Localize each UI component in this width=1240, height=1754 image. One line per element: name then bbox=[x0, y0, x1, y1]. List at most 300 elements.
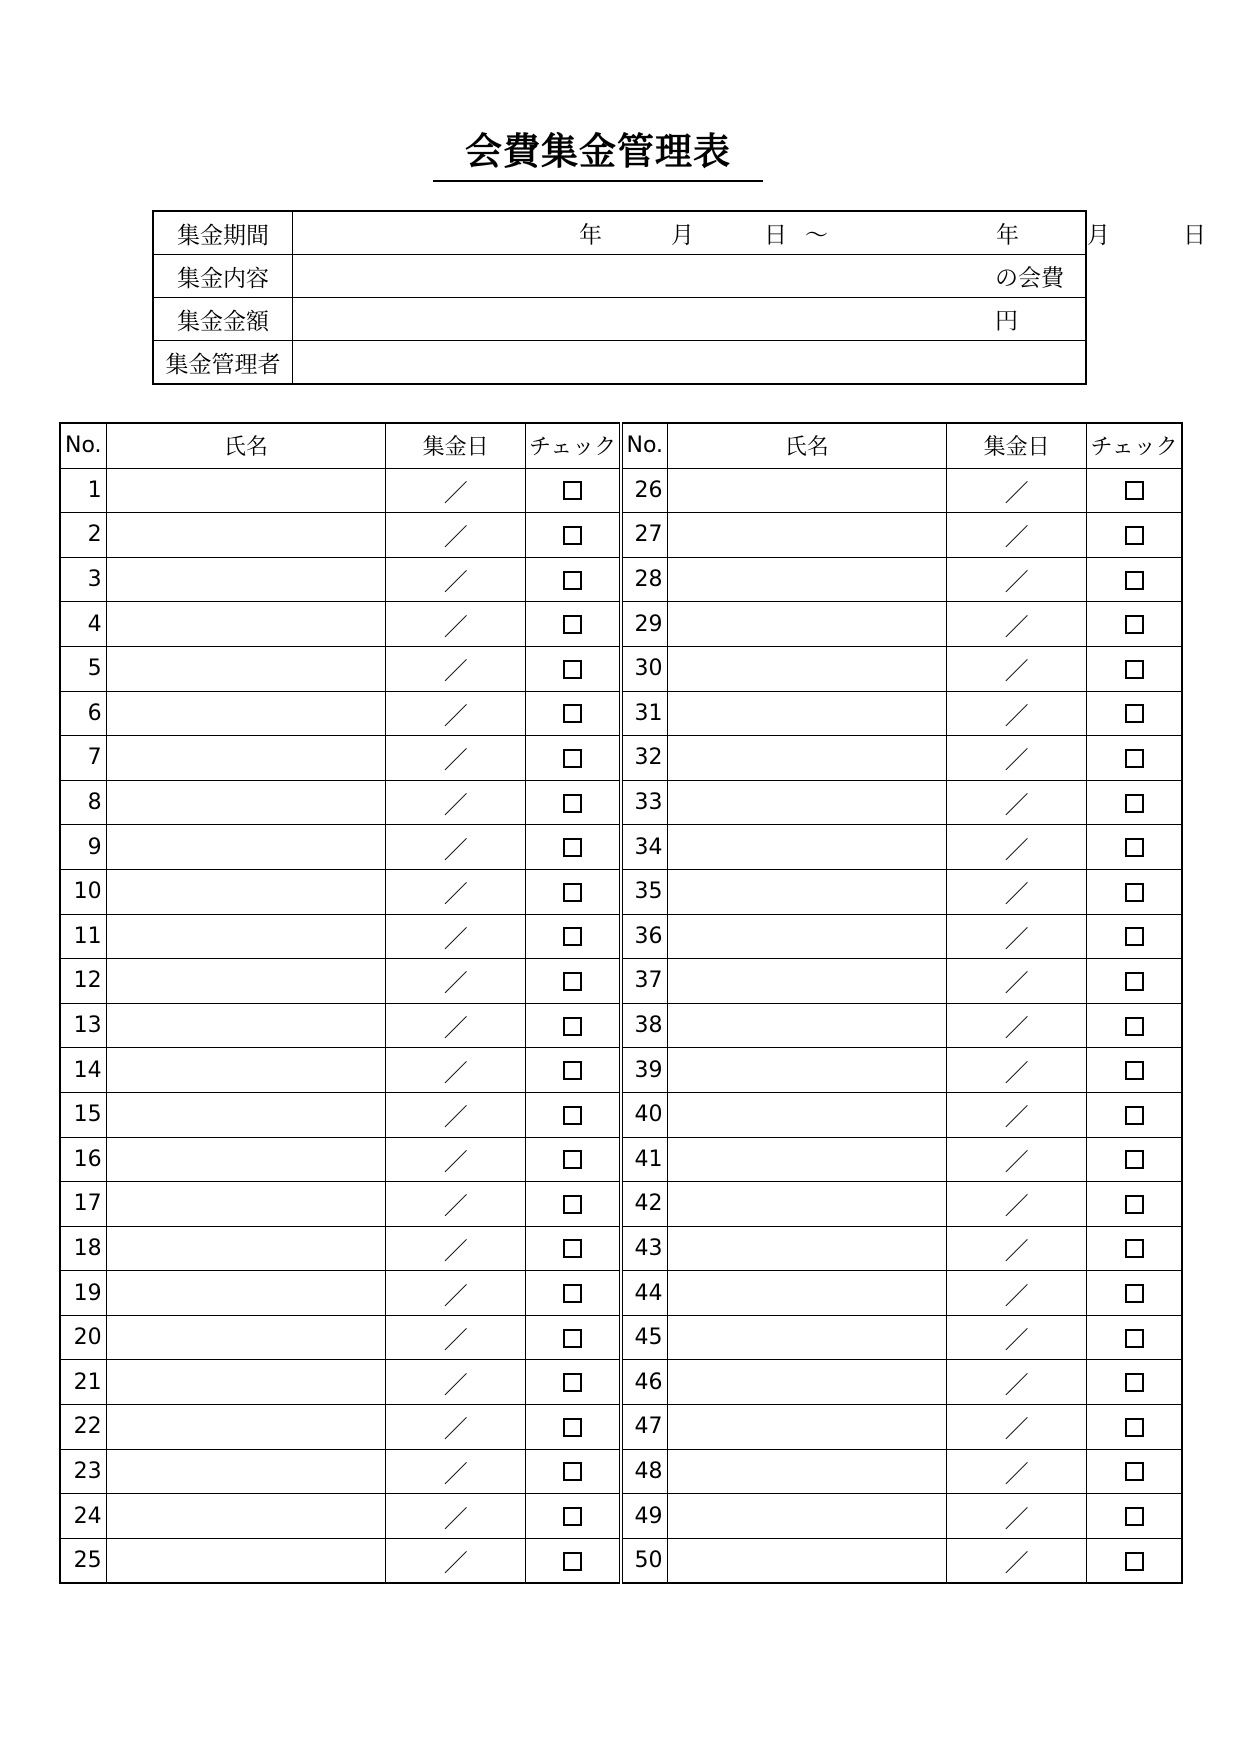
date-cell[interactable] bbox=[947, 557, 1087, 602]
date-slash: ／ bbox=[443, 1147, 468, 1176]
table-row bbox=[60, 1048, 1182, 1093]
name-cell[interactable] bbox=[667, 825, 946, 870]
date-cell[interactable] bbox=[386, 1271, 526, 1316]
date-slash: ／ bbox=[1004, 746, 1029, 775]
name-cell[interactable] bbox=[667, 1137, 946, 1182]
name-cell[interactable] bbox=[667, 1182, 946, 1227]
name-cell[interactable] bbox=[106, 602, 385, 647]
row-number: 22 bbox=[60, 1405, 106, 1450]
name-cell[interactable] bbox=[667, 1494, 946, 1539]
checkbox[interactable] bbox=[1125, 1418, 1144, 1437]
page-title: 会費集金管理表 bbox=[465, 130, 731, 173]
date-cell[interactable] bbox=[947, 780, 1087, 825]
checkbox[interactable] bbox=[1125, 972, 1144, 991]
date-cell[interactable] bbox=[947, 1182, 1087, 1227]
name-cell[interactable] bbox=[667, 1092, 946, 1137]
header-date-right: 集金日 bbox=[947, 423, 1087, 468]
date-cell[interactable] bbox=[386, 557, 526, 602]
date-cell[interactable] bbox=[947, 959, 1087, 1004]
checkbox[interactable] bbox=[563, 927, 582, 946]
table-row bbox=[60, 646, 1182, 691]
checkbox[interactable] bbox=[563, 838, 582, 857]
name-cell[interactable] bbox=[667, 1405, 946, 1450]
check-cell bbox=[526, 1137, 621, 1182]
name-cell[interactable] bbox=[667, 1315, 946, 1360]
date-slash: ／ bbox=[443, 701, 468, 730]
date-cell[interactable] bbox=[947, 825, 1087, 870]
row-number: 10 bbox=[60, 869, 106, 914]
name-cell[interactable] bbox=[667, 780, 946, 825]
name-cell[interactable] bbox=[667, 1226, 946, 1271]
checkbox[interactable] bbox=[1125, 1106, 1144, 1125]
row-number: 47 bbox=[621, 1405, 667, 1450]
start-month-unit: 月 bbox=[671, 222, 694, 249]
header-check-right: チェック bbox=[1087, 423, 1182, 468]
date-slash: ／ bbox=[1004, 1192, 1029, 1221]
name-cell[interactable] bbox=[667, 1048, 946, 1093]
checkbox[interactable] bbox=[1125, 660, 1144, 679]
date-slash: ／ bbox=[443, 1192, 468, 1221]
name-cell[interactable] bbox=[667, 691, 946, 736]
date-cell[interactable] bbox=[386, 959, 526, 1004]
name-cell[interactable] bbox=[106, 780, 385, 825]
date-cell[interactable] bbox=[386, 736, 526, 781]
date-cell[interactable] bbox=[947, 1092, 1087, 1137]
date-cell[interactable] bbox=[386, 1538, 526, 1583]
name-cell[interactable] bbox=[106, 1538, 385, 1583]
check-cell bbox=[526, 1226, 621, 1271]
name-cell[interactable] bbox=[106, 1271, 385, 1316]
name-cell[interactable] bbox=[106, 557, 385, 602]
check-cell bbox=[526, 646, 621, 691]
check-cell bbox=[526, 513, 621, 558]
check-cell bbox=[526, 1315, 621, 1360]
date-cell[interactable] bbox=[386, 1405, 526, 1450]
amount-label: 集金金額 bbox=[153, 298, 293, 341]
date-slash: ／ bbox=[1004, 701, 1029, 730]
checkbox[interactable] bbox=[1125, 1462, 1144, 1481]
checkbox[interactable] bbox=[563, 481, 582, 500]
table-row bbox=[60, 1449, 1182, 1494]
content-row bbox=[153, 255, 1086, 298]
table-row bbox=[60, 1538, 1182, 1583]
date-cell[interactable] bbox=[947, 1048, 1087, 1093]
table-row bbox=[60, 869, 1182, 914]
row-number: 14 bbox=[60, 1048, 106, 1093]
check-cell bbox=[1087, 869, 1182, 914]
date-cell[interactable] bbox=[386, 1494, 526, 1539]
row-number: 33 bbox=[621, 780, 667, 825]
table-row bbox=[60, 825, 1182, 870]
check-cell bbox=[526, 1405, 621, 1450]
date-slash: ／ bbox=[1004, 478, 1029, 507]
date-cell[interactable] bbox=[947, 646, 1087, 691]
checkbox[interactable] bbox=[563, 526, 582, 545]
name-cell[interactable] bbox=[106, 959, 385, 1004]
name-cell[interactable] bbox=[667, 1449, 946, 1494]
row-number: 3 bbox=[60, 557, 106, 602]
row-number: 34 bbox=[621, 825, 667, 870]
checkbox[interactable] bbox=[1125, 1373, 1144, 1392]
row-number: 29 bbox=[621, 602, 667, 647]
checkbox[interactable] bbox=[563, 1552, 582, 1571]
period-row bbox=[153, 211, 1086, 255]
date-cell[interactable] bbox=[386, 691, 526, 736]
checkbox[interactable] bbox=[1125, 571, 1144, 590]
date-slash: ／ bbox=[443, 746, 468, 775]
date-slash: ／ bbox=[443, 568, 468, 597]
check-cell bbox=[526, 959, 621, 1004]
checkbox[interactable] bbox=[1125, 526, 1144, 545]
table-row bbox=[60, 1137, 1182, 1182]
check-cell bbox=[1087, 780, 1182, 825]
checkbox[interactable] bbox=[1125, 1195, 1144, 1214]
table-row bbox=[60, 1003, 1182, 1048]
date-cell[interactable] bbox=[947, 1137, 1087, 1182]
checkbox[interactable] bbox=[563, 1017, 582, 1036]
table-row bbox=[60, 1405, 1182, 1450]
check-cell bbox=[526, 1182, 621, 1227]
date-cell[interactable] bbox=[386, 1137, 526, 1182]
name-cell[interactable] bbox=[106, 1494, 385, 1539]
date-slash: ／ bbox=[443, 1370, 468, 1399]
row-number: 5 bbox=[60, 646, 106, 691]
checkbox[interactable] bbox=[563, 1418, 582, 1437]
row-number: 9 bbox=[60, 825, 106, 870]
date-slash: ／ bbox=[1004, 1504, 1029, 1533]
check-cell bbox=[1087, 1449, 1182, 1494]
name-cell[interactable] bbox=[667, 736, 946, 781]
checkbox[interactable] bbox=[563, 1150, 582, 1169]
date-cell[interactable] bbox=[947, 914, 1087, 959]
row-number: 18 bbox=[60, 1226, 106, 1271]
checkbox[interactable] bbox=[1125, 927, 1144, 946]
date-slash: ／ bbox=[1004, 1370, 1029, 1399]
name-cell[interactable] bbox=[667, 1538, 946, 1583]
date-cell[interactable] bbox=[947, 1449, 1087, 1494]
title-underline bbox=[433, 180, 763, 182]
name-cell[interactable] bbox=[106, 1405, 385, 1450]
checkbox[interactable] bbox=[1125, 1061, 1144, 1080]
row-number: 40 bbox=[621, 1092, 667, 1137]
checkbox[interactable] bbox=[1125, 1329, 1144, 1348]
checkbox[interactable] bbox=[1125, 1284, 1144, 1303]
start-year-unit: 年 bbox=[579, 222, 602, 249]
date-slash: ／ bbox=[1004, 1014, 1029, 1043]
name-cell[interactable] bbox=[667, 468, 946, 513]
checkbox[interactable] bbox=[563, 660, 582, 679]
header-name-left: 氏名 bbox=[106, 423, 385, 468]
check-cell bbox=[1087, 1003, 1182, 1048]
period-separator: ～ bbox=[805, 222, 828, 249]
table-row bbox=[60, 736, 1182, 781]
date-slash: ／ bbox=[443, 1459, 468, 1488]
table-row bbox=[60, 1271, 1182, 1316]
date-cell[interactable] bbox=[947, 1226, 1087, 1271]
date-cell[interactable] bbox=[386, 780, 526, 825]
check-cell bbox=[1087, 1182, 1182, 1227]
name-cell[interactable] bbox=[106, 736, 385, 781]
date-cell[interactable] bbox=[386, 1182, 526, 1227]
check-cell bbox=[1087, 914, 1182, 959]
period-value[interactable] bbox=[293, 211, 1206, 255]
date-cell[interactable] bbox=[386, 1226, 526, 1271]
date-cell[interactable] bbox=[386, 468, 526, 513]
check-cell bbox=[526, 780, 621, 825]
checkbox[interactable] bbox=[1125, 838, 1144, 857]
name-cell[interactable] bbox=[667, 1271, 946, 1316]
date-cell[interactable] bbox=[947, 736, 1087, 781]
name-cell[interactable] bbox=[106, 1226, 385, 1271]
amount-suffix: 円 bbox=[995, 308, 1018, 335]
date-slash: ／ bbox=[1004, 835, 1029, 864]
name-cell[interactable] bbox=[667, 914, 946, 959]
check-cell bbox=[1087, 691, 1182, 736]
checkbox[interactable] bbox=[563, 1373, 582, 1392]
date-cell[interactable] bbox=[947, 691, 1087, 736]
name-cell[interactable] bbox=[106, 1182, 385, 1227]
date-cell[interactable] bbox=[386, 914, 526, 959]
row-number: 49 bbox=[621, 1494, 667, 1539]
row-number: 36 bbox=[621, 914, 667, 959]
checkbox[interactable] bbox=[563, 1061, 582, 1080]
name-cell[interactable] bbox=[106, 1137, 385, 1182]
check-cell bbox=[526, 1003, 621, 1048]
check-cell bbox=[1087, 1048, 1182, 1093]
check-cell bbox=[1087, 1494, 1182, 1539]
check-cell bbox=[526, 557, 621, 602]
date-slash: ／ bbox=[1004, 612, 1029, 641]
date-cell[interactable] bbox=[947, 468, 1087, 513]
amount-value[interactable] bbox=[293, 298, 1087, 341]
date-slash: ／ bbox=[1004, 568, 1029, 597]
name-cell[interactable] bbox=[667, 602, 946, 647]
check-cell bbox=[526, 1360, 621, 1405]
row-number: 50 bbox=[621, 1538, 667, 1583]
date-slash: ／ bbox=[443, 835, 468, 864]
check-cell bbox=[526, 1048, 621, 1093]
date-cell[interactable] bbox=[947, 513, 1087, 558]
checkbox[interactable] bbox=[563, 1106, 582, 1125]
row-number: 43 bbox=[621, 1226, 667, 1271]
date-slash: ／ bbox=[443, 791, 468, 820]
checkbox[interactable] bbox=[563, 749, 582, 768]
name-cell[interactable] bbox=[106, 1315, 385, 1360]
checkbox[interactable] bbox=[1125, 615, 1144, 634]
checkbox[interactable] bbox=[563, 1284, 582, 1303]
row-number: 32 bbox=[621, 736, 667, 781]
checkbox[interactable] bbox=[1125, 1552, 1144, 1571]
check-cell bbox=[526, 1092, 621, 1137]
checkbox[interactable] bbox=[563, 615, 582, 634]
date-cell[interactable] bbox=[947, 602, 1087, 647]
checkbox[interactable] bbox=[563, 1507, 582, 1526]
check-cell bbox=[1087, 1315, 1182, 1360]
row-number: 4 bbox=[60, 602, 106, 647]
row-number: 41 bbox=[621, 1137, 667, 1182]
row-number: 17 bbox=[60, 1182, 106, 1227]
name-cell[interactable] bbox=[667, 869, 946, 914]
period-label: 集金期間 bbox=[153, 211, 293, 255]
content-suffix: の会費 bbox=[995, 265, 1064, 292]
name-cell[interactable] bbox=[667, 557, 946, 602]
checkbox[interactable] bbox=[1125, 1239, 1144, 1258]
table-row bbox=[60, 959, 1182, 1004]
date-cell[interactable] bbox=[947, 1494, 1087, 1539]
date-cell[interactable] bbox=[947, 1538, 1087, 1583]
info-table bbox=[152, 210, 1206, 385]
checkbox[interactable] bbox=[1125, 794, 1144, 813]
row-number: 15 bbox=[60, 1092, 106, 1137]
checkbox[interactable] bbox=[563, 571, 582, 590]
name-cell[interactable] bbox=[106, 1003, 385, 1048]
date-cell[interactable] bbox=[386, 513, 526, 558]
roster-header-row bbox=[60, 423, 1182, 468]
checkbox[interactable] bbox=[1125, 1150, 1144, 1169]
checkbox[interactable] bbox=[563, 794, 582, 813]
name-cell[interactable] bbox=[667, 1360, 946, 1405]
check-cell bbox=[1087, 557, 1182, 602]
check-cell bbox=[526, 736, 621, 781]
name-cell[interactable] bbox=[667, 959, 946, 1004]
row-number: 42 bbox=[621, 1182, 667, 1227]
row-number: 46 bbox=[621, 1360, 667, 1405]
header-name-right: 氏名 bbox=[667, 423, 946, 468]
name-cell[interactable] bbox=[106, 869, 385, 914]
date-slash: ／ bbox=[1004, 969, 1029, 998]
header-no-right: No. bbox=[621, 423, 667, 468]
name-cell[interactable] bbox=[106, 1092, 385, 1137]
checkbox[interactable] bbox=[1125, 883, 1144, 902]
checkbox[interactable] bbox=[563, 1462, 582, 1481]
date-slash: ／ bbox=[443, 1103, 468, 1132]
row-number: 25 bbox=[60, 1538, 106, 1583]
date-cell[interactable] bbox=[386, 602, 526, 647]
date-cell[interactable] bbox=[386, 646, 526, 691]
date-cell[interactable] bbox=[386, 1003, 526, 1048]
date-cell[interactable] bbox=[386, 869, 526, 914]
check-cell bbox=[1087, 646, 1182, 691]
check-cell bbox=[1087, 1360, 1182, 1405]
check-cell bbox=[526, 1538, 621, 1583]
checkbox[interactable] bbox=[563, 704, 582, 723]
row-number: 48 bbox=[621, 1449, 667, 1494]
table-row bbox=[60, 602, 1182, 647]
date-slash: ／ bbox=[1004, 924, 1029, 953]
name-cell[interactable] bbox=[106, 1048, 385, 1093]
checkbox[interactable] bbox=[1125, 1507, 1144, 1526]
name-cell[interactable] bbox=[667, 513, 946, 558]
checkbox[interactable] bbox=[563, 1195, 582, 1214]
end-day-unit: 日 bbox=[1183, 222, 1206, 249]
date-slash: ／ bbox=[443, 1415, 468, 1444]
row-number: 39 bbox=[621, 1048, 667, 1093]
name-cell[interactable] bbox=[106, 468, 385, 513]
check-cell bbox=[1087, 825, 1182, 870]
date-slash: ／ bbox=[443, 969, 468, 998]
checkbox[interactable] bbox=[1125, 749, 1144, 768]
check-cell bbox=[1087, 1137, 1182, 1182]
roster-table bbox=[59, 422, 1183, 1584]
date-cell[interactable] bbox=[947, 1405, 1087, 1450]
row-number: 2 bbox=[60, 513, 106, 558]
row-number: 28 bbox=[621, 557, 667, 602]
check-cell bbox=[1087, 1271, 1182, 1316]
name-cell[interactable] bbox=[106, 513, 385, 558]
date-slash: ／ bbox=[1004, 1281, 1029, 1310]
name-cell[interactable] bbox=[106, 914, 385, 959]
row-number: 8 bbox=[60, 780, 106, 825]
date-cell[interactable] bbox=[386, 1449, 526, 1494]
row-number: 12 bbox=[60, 959, 106, 1004]
date-slash: ／ bbox=[443, 880, 468, 909]
name-cell[interactable] bbox=[667, 1003, 946, 1048]
name-cell[interactable] bbox=[667, 646, 946, 691]
check-cell bbox=[1087, 1092, 1182, 1137]
date-slash: ／ bbox=[443, 1236, 468, 1265]
check-cell bbox=[1087, 959, 1182, 1004]
date-cell[interactable] bbox=[947, 1315, 1087, 1360]
name-cell[interactable] bbox=[106, 646, 385, 691]
checkbox[interactable] bbox=[563, 883, 582, 902]
manager-value[interactable] bbox=[293, 341, 1087, 385]
row-number: 20 bbox=[60, 1315, 106, 1360]
checkbox[interactable] bbox=[1125, 1017, 1144, 1036]
table-row bbox=[60, 691, 1182, 736]
name-cell[interactable] bbox=[106, 1449, 385, 1494]
check-cell bbox=[526, 691, 621, 736]
date-cell[interactable] bbox=[386, 1360, 526, 1405]
checkbox[interactable] bbox=[563, 1329, 582, 1348]
date-slash: ／ bbox=[443, 1014, 468, 1043]
row-number: 21 bbox=[60, 1360, 106, 1405]
date-cell[interactable] bbox=[386, 1315, 526, 1360]
date-cell[interactable] bbox=[386, 825, 526, 870]
checkbox[interactable] bbox=[563, 972, 582, 991]
date-slash: ／ bbox=[1004, 1326, 1029, 1355]
date-slash: ／ bbox=[1004, 523, 1029, 552]
content-value[interactable] bbox=[293, 255, 1087, 298]
date-cell[interactable] bbox=[947, 869, 1087, 914]
row-number: 16 bbox=[60, 1137, 106, 1182]
row-number: 1 bbox=[60, 468, 106, 513]
date-cell[interactable] bbox=[386, 1048, 526, 1093]
content-label: 集金内容 bbox=[153, 255, 293, 298]
row-number: 23 bbox=[60, 1449, 106, 1494]
check-cell bbox=[1087, 602, 1182, 647]
row-number: 6 bbox=[60, 691, 106, 736]
row-number: 44 bbox=[621, 1271, 667, 1316]
checkbox[interactable] bbox=[563, 1239, 582, 1258]
date-cell[interactable] bbox=[947, 1271, 1087, 1316]
date-cell[interactable] bbox=[947, 1003, 1087, 1048]
end-year-unit: 年 bbox=[996, 222, 1019, 249]
table-row bbox=[60, 468, 1182, 513]
date-slash: ／ bbox=[443, 924, 468, 953]
check-cell bbox=[526, 914, 621, 959]
check-cell bbox=[526, 869, 621, 914]
name-cell[interactable] bbox=[106, 825, 385, 870]
check-cell bbox=[526, 1494, 621, 1539]
name-cell[interactable] bbox=[106, 691, 385, 736]
table-row bbox=[60, 780, 1182, 825]
check-cell bbox=[1087, 1538, 1182, 1583]
checkbox[interactable] bbox=[1125, 704, 1144, 723]
checkbox[interactable] bbox=[1125, 481, 1144, 500]
date-cell[interactable] bbox=[386, 1092, 526, 1137]
name-cell[interactable] bbox=[106, 1360, 385, 1405]
date-cell[interactable] bbox=[947, 1360, 1087, 1405]
